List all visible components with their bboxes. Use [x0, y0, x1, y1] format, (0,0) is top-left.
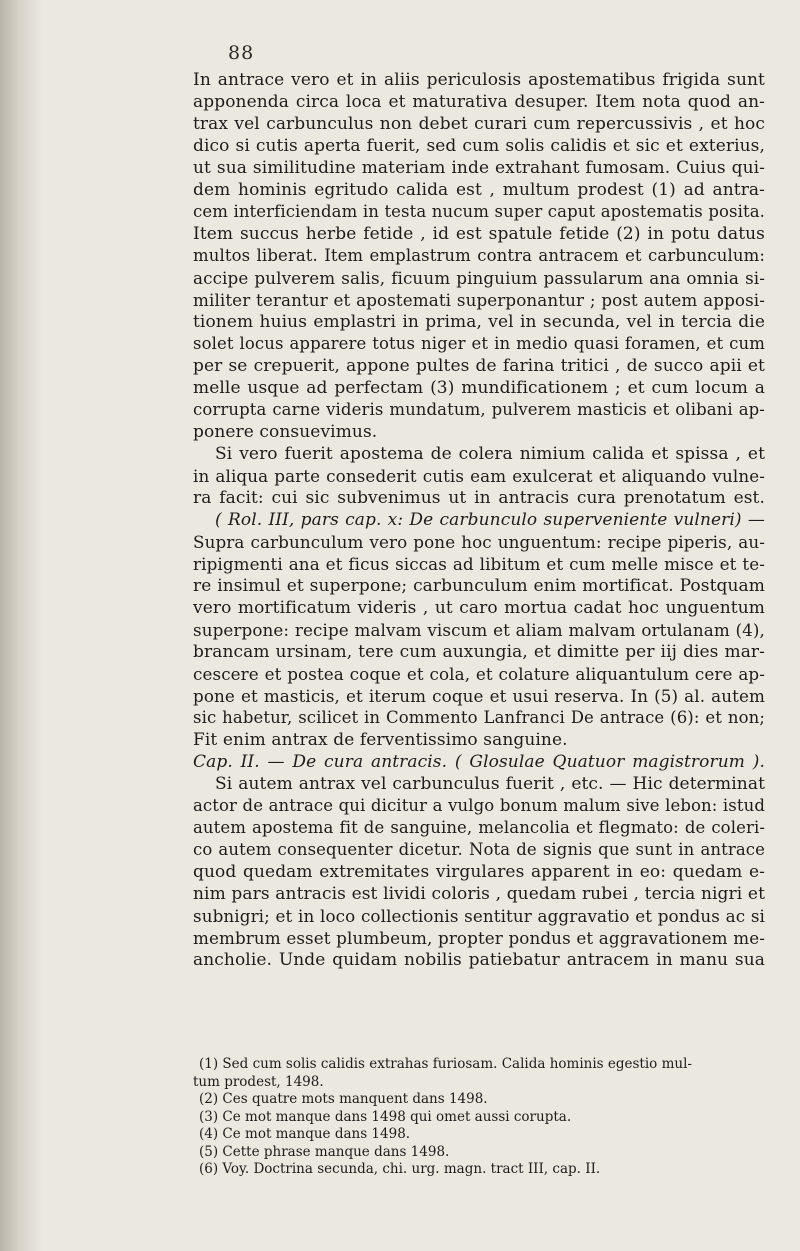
- text-line: apponenda circa loca et maturativa desuper. Item nota quod an-: [193, 92, 765, 112]
- text-line: cescere et postea coque et cola, et colature aliquantulum cere ap-: [193, 664, 765, 684]
- text-line: ancholie. Unde quidam nobilis patiebatur antracem in manu sua: [193, 950, 765, 970]
- text-line: subnigri; et in loco collectionis sentitur aggravatio et pondus ac si: [193, 906, 765, 926]
- text-line: in aliqua parte consederit cutis eam exulcerat et aliquando vulne-: [193, 466, 765, 486]
- text-line: ripigmenti ana et ficus siccas ad libitum et cum melle misce et te-: [193, 554, 765, 574]
- page-number: 88: [228, 42, 255, 64]
- footnotes: [193, 1056, 765, 1179]
- text-line: militer terantur et apostemati superponantur ; post autem apposi-: [193, 290, 765, 310]
- text-line: dico si cutis aperta fuerit, sed cum solis calidis et sic et exterius,: [193, 136, 765, 156]
- text-line: Fit enim antrax de ferventissimo sanguine.: [193, 730, 568, 750]
- body-text: [193, 69, 765, 971]
- text-line: dem hominis egritudo calida est , multum prodest (1) ad antra-: [193, 180, 765, 200]
- text-line: co autem consequenter dicetur. Nota de signis que sunt in antrace: [193, 840, 765, 859]
- footnote: (2) Ces quatre mots manquent dans 1498.: [199, 1091, 488, 1107]
- text-line: multos liberat. Item emplastrum contra antracem et carbunculum:: [193, 246, 765, 265]
- footnote: (4) Ce mot manque dans 1498.: [199, 1126, 411, 1142]
- text-line: melle usque ad perfectam (3) mundificationem ; et cum locum a: [193, 378, 765, 398]
- text-line: re insimul et superpone; carbunculum enim mortificat. Postquam: [193, 576, 765, 596]
- text-line: ut sua similitudine materiam inde extrahant fumosam. Cuius qui-: [193, 158, 765, 178]
- binding-shadow: [0, 0, 42, 1251]
- text-line: tionem huius emplastri in prima, vel in secunda, vel in tercia die: [193, 312, 765, 332]
- rubric-heading: ( Rol. III, pars cap. x: De carbunculo superveniente vulneri) —: [215, 510, 765, 530]
- text-line: In antrace vero et in aliis periculosis apostematibus frigida sunt: [193, 70, 765, 90]
- text-line: brancam ursinam, tere cum auxungia, et dimitte per iij dies mar-: [193, 642, 765, 662]
- text-line: Si autem antrax vel carbunculus fuerit , etc. — Hic determinat: [215, 774, 765, 794]
- footnote: (5) Cette phrase manque dans 1498.: [199, 1143, 450, 1160]
- chapter-heading: Cap. II. — De cura antracis. ( Glosulae Quatuor magistrorum ).: [193, 752, 765, 772]
- text-line: autem apostema fit de sanguine, melancolia et flegmato: de coleri-: [193, 818, 765, 837]
- text-line: vero mortificatum videris , ut caro mortua cadat hoc unguentum: [193, 598, 765, 618]
- text-line: per se crepuerit, appone pultes de farina tritici , de succo apii et: [193, 356, 765, 376]
- text-line: Item succus herbe fetide , id est spatule fetide (2) in potu datus: [193, 224, 765, 244]
- footnote: (6) Voy. Doctrina secunda, chi. urg. magn. tract III, cap. II.: [199, 1161, 601, 1177]
- text-line: nim pars antracis est lividi coloris , quedam rubei , tercia nigri et: [193, 884, 765, 904]
- text-line: actor de antrace qui dicitur a vulgo bonum malum sive lebon: istud: [193, 796, 765, 815]
- text-line: trax vel carbunculus non debet curari cum repercussivis , et hoc: [193, 114, 765, 134]
- text-line: membrum esset plumbeum, propter pondus et aggravationem me-: [193, 928, 765, 948]
- text-line: accipe pulverem salis, ficuum pinguium passularum ana omnia si-: [193, 268, 765, 288]
- text-line: cem interficiendam in testa nucum super caput apostematis posita.: [193, 202, 765, 221]
- text-line: sic habetur, scilicet in Commento Lanfranci De antrace (6): et non;: [193, 708, 765, 727]
- text-line: solet locus apparere totus niger et in medio quasi foramen, et cum: [193, 334, 765, 353]
- footnote: (3) Ce mot manque dans 1498 qui omet aussi corupta.: [199, 1108, 572, 1125]
- text-line: pone et masticis, et iterum coque et usui reserva. In (5) al. autem: [193, 686, 765, 706]
- text-line: quod quedam extremitates virgulares apparent in eo: quedam e-: [193, 862, 765, 882]
- text-line: Si vero fuerit apostema de colera nimium calida et spissa , et: [215, 444, 765, 464]
- footnote: (1) Sed cum solis calidis extrahas furiosam. Calida hominis egestio mul-: [199, 1056, 692, 1072]
- text-line: Supra carbunculum vero pone hoc unguentum: recipe piperis, au-: [193, 532, 765, 552]
- text-line: ponere consuevimus.: [193, 422, 378, 442]
- footnote: tum prodest, 1498.: [193, 1073, 324, 1090]
- text-line: ra facit: cui sic subvenimus ut in antracis cura prenotatum est.: [193, 488, 765, 508]
- text-line: superpone: recipe malvam viscum et aliam malvam ortulanam (4),: [193, 620, 765, 640]
- text-line: corrupta carne videris mundatum, pulverem masticis et olibani ap-: [193, 400, 765, 419]
